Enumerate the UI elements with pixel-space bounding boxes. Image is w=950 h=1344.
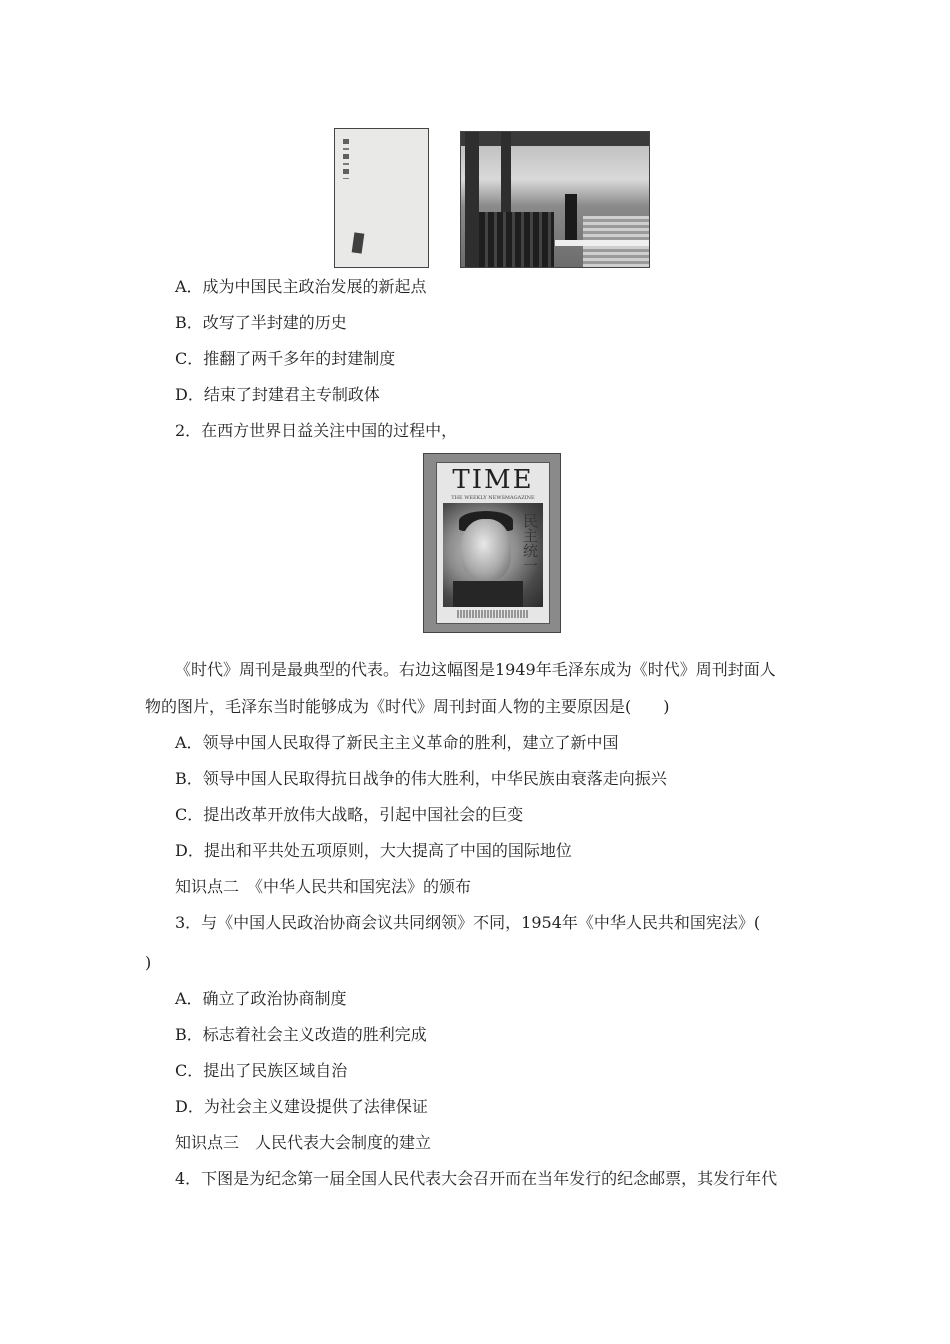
q3-option-b: B．标志着社会主义改造的胜利完成 [175,1025,427,1044]
q1-option-c: C．推翻了两千多年的封建制度 [175,349,396,368]
time-cover-subtitle: THE WEEKLY NEWSMAGAZINE [451,495,535,501]
q3-option-c: C．提出了民族区域自治 [175,1061,348,1080]
section-heading-3: 知识点三 人民代表大会制度的建立 [175,1133,432,1152]
section-heading-2: 知识点二 《中华人民共和国宪法》的颁布 [175,877,472,896]
q2-stem-line1: 2．在西方世界日益关注中国的过程中， [175,421,458,440]
q2-option-d: D．提出和平共处五项原则，大大提高了中国的国际地位 [175,841,572,860]
speaker-figure [565,194,577,242]
q2-option-a: A．领导中国人民取得了新民主主义革命的胜利，建立了新中国 [175,733,619,752]
time-cover-vertical-text: 民主统一 [521,513,539,573]
q3-option-d: D．为社会主义建设提供了法律保证 [175,1097,428,1116]
q3-option-a: A．确立了政治协商制度 [175,989,347,1008]
q1-option-a: A．成为中国民主政治发展的新起点 [175,277,427,296]
q2-stem-line3: 物的图片，毛泽东当时能够成为《时代》周刊封面人物的主要原因是( ) [145,697,670,716]
time-magazine-cover-image [423,453,561,633]
q3-stem-line1: 3．与《中国人民政治协商会议共同纲领》不同，1954年《中华人民共和国宪法》( [175,913,761,932]
portrait [443,503,543,607]
founding-ceremony-image [460,131,650,268]
q3-stem-line2: ) [145,953,152,972]
proclamation-image [334,128,429,268]
q1-option-d: D．结束了封建君主专制政体 [175,385,380,404]
signature-mark [352,232,365,253]
q2-stem-line2: 《时代》周刊是最典型的代表。右边这幅图是1949年毛泽东成为《时代》周刊封面人 [175,660,776,679]
q1-option-b: B．改写了半封建的历史 [175,313,347,332]
q2-option-c: C．提出改革开放伟大战略，引起中国社会的巨变 [175,805,524,824]
time-cover-title: TIME [452,465,534,495]
q2-option-b: B．领导中国人民取得抗日战争的伟大胜利，中华民族由衰落走向振兴 [175,769,667,788]
q4-stem-line1: 4．下图是为纪念第一届全国人民代表大会召开而在当年发行的纪念邮票，其发行年代 [175,1169,778,1188]
